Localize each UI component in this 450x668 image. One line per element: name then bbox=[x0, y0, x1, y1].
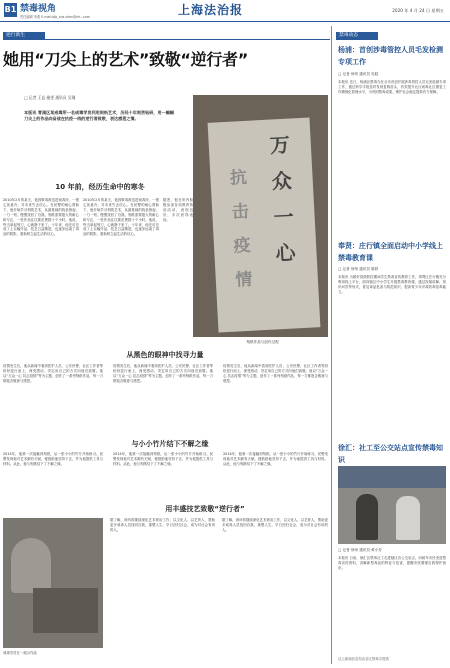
lead-credit: □ 记者 王益 施雯 通讯员 吴瑾 bbox=[24, 95, 76, 100]
news1-body: 本报讯 近日，杨浦区禁毒办在全市首创开展涉毒管控人员毛发检测专项工作，通过科学手段及时发现复吸苗头，有效提升社区戒毒社区康复工作精细化管理水平，为巩固禁毒成果、维护社会稳定提供有力保障。 bbox=[338, 80, 446, 94]
footer-note: 以上新闻信息均由各区禁毒办提供 bbox=[338, 657, 389, 661]
student-photo bbox=[3, 518, 103, 648]
body3-col-1: 2014年，他第一次接触到刻纸，从一张小小的竹片开始练习。民警发现他对艺术颇有天赋，便鼓励他坚持下去，并为他提供工具与材料。从此，他与刻纸结下了不解之缘。 bbox=[3, 452, 103, 466]
student-photo-caption: 戒毒学员在一展示作品 bbox=[3, 651, 37, 655]
subhead-ten-years: 10 年前，经历生命中的寒冬 bbox=[55, 183, 145, 191]
section-tag bbox=[3, 32, 45, 40]
body-col-2: 2010年2月的某天，他因吸毒被送进戒毒所，一度心灰意冷，对未来失去信心。在民警的耐心帮助下，他开始学习刻纸艺术，从最基础的线条练起，一刀一刻，慢慢找回了自我。刻纸需要极大的耐心和专注，一张作品往往要花费数十个小时。他说，每当拿起刻刀，心就静下来了。十年来，他先后完成了上百幅作品，技艺日益精进，也逐步远离了毒品的阴影，重新树立起生活的信心。 bbox=[83, 198, 159, 237]
subhead-tribute: 用丰盛技艺致敬“逆行者” bbox=[165, 505, 245, 513]
body2-col-1: 疫情发生后，他从新闻中看到医护人员、公安民警、社区工作者等纷纷逆行而上，深受感动，决定用自己的方式向他们致敬。他以“万众一心 抗击疫情”等为主题，创作了一系列刻纸作品，每一刀都饱含敬意与感恩。 bbox=[3, 364, 103, 383]
masthead: 上海法治报 bbox=[178, 3, 244, 17]
news2-body: 本报讯 为做好疫情防控期间学生禁毒宣传教育工作，奉贤区庄行镇充分利用线上平台，面向辖区中小学生开展禁毒教育课，通过视频讲解、知识问答等形式，普及毒品危害与防范知识，提高青少年识毒防毒拒毒能力。 bbox=[338, 275, 446, 294]
column-divider bbox=[331, 26, 332, 664]
page-number: B1 bbox=[4, 5, 17, 14]
body3-col-3: 2014年，他第一次接触到刻纸，从一张小小的竹片开始练习。民警发现他对艺术颇有天赋，便鼓励他坚持下去，并为他提供工具与材料。从此，他与刻纸结下了不解之缘。 bbox=[223, 452, 328, 466]
news3-credit: □ 记者 徐荣 通讯员 黄小芳 bbox=[338, 548, 382, 552]
news3-photo bbox=[338, 466, 446, 544]
main-headline: 她用“刀尖上的艺术”致敬“逆行者” bbox=[3, 50, 248, 69]
news1-credit: □ 记者 徐荣 通讯员 吴皓 bbox=[338, 72, 379, 76]
subhead-bamboo: 与小小竹片结下不解之缘 bbox=[131, 440, 209, 448]
feature-photo bbox=[193, 95, 328, 337]
news3-title: 徐汇：社工至公交站点宣传禁毒知识 bbox=[338, 444, 443, 464]
page-number-badge bbox=[4, 3, 17, 17]
lead-paragraph: 本版讯 青浦区某戒毒所一名戒毒学员利用刻纸艺术，历经十年刻苦钻研，用一幅幅刀尖上的作品向奋战在抗疫一线的逆行者致敬，表达感恩之情。 bbox=[24, 110, 174, 122]
body4-col-1: 据了解，该所将继续深化艺术矫治工作，以文化人、以艺育人，帮助更多戒毒人员找回自我、重塑人生，早日回归社会，成为对社会有用的人。 bbox=[110, 518, 215, 532]
section-tag-rule bbox=[45, 39, 330, 40]
body-col-3: 据悉，他在所内积极参加各项教育矫治活动，表现良好，多次获得表扬。 bbox=[163, 198, 193, 222]
issue-date: 2020 年 4 月 24 日 星期五 bbox=[392, 8, 444, 13]
paper-cut-text-right: 万 众 一 心 bbox=[269, 132, 297, 266]
body2-col-3: 疫情发生后，他从新闻中看到医护人员、公安民警、社区工作者等纷纷逆行而上，深受感动，决定用自己的方式向他们致敬。他以“万众一心 抗击疫情”等为主题，创作了一系列刻纸作品，每一刀都饱含敬意与感恩。 bbox=[223, 364, 328, 383]
editor-line: 责任编辑 李燕 E-mail:bjb_xhs.shen@zfr...com bbox=[20, 15, 90, 19]
photo-caption: 刻纸作品与创作过程 bbox=[246, 340, 279, 344]
page-header bbox=[0, 0, 450, 22]
section-name: 禁毒视角 bbox=[20, 4, 57, 14]
subhead-black-eyes: 从黑色的眼神中找寻力量 bbox=[126, 351, 204, 359]
body-col-1: 2010年2月的某天，他因吸毒被送进戒毒所，一度心灰意冷，对未来失去信心。在民警的耐心帮助下，他开始学习刻纸艺术，从最基础的线条练起，一刀一刻，慢慢找回了自我。刻纸需要极大的耐心和专注，一张作品往往要花费数十个小时。他说，每当拿起刻刀，心就静下来了。十年来，他先后完成了上百幅作品，技艺日益精进，也逐步远离了毒品的阴影，重新树立起生活的信心。 bbox=[3, 198, 79, 237]
body2-col-2: 疫情发生后，他从新闻中看到医护人员、公安民警、社区工作者等纷纷逆行而上，深受感动，决定用自己的方式向他们致敬。他以“万众一心 抗击疫情”等为主题，创作了一系列刻纸作品，每一刀都饱含敬意与感恩。 bbox=[113, 364, 213, 383]
news3-body: 本报讯 日前，徐汇区禁毒社工走进辖区各公交站点，向候车市民发放禁毒宣传资料，讲解新型毒品的特征与危害，提醒市民增强自我保护意识。 bbox=[338, 556, 446, 570]
body3-col-2: 2014年，他第一次接触到刻纸，从一张小小的竹片开始练习。民警发现他对艺术颇有天赋，便鼓励他坚持下去，并为他提供工具与材料。从此，他与刻纸结下了不解之缘。 bbox=[113, 452, 213, 466]
news2-title: 奉贤：庄行镇全面启动中小学线上禁毒教育课 bbox=[338, 242, 443, 262]
news-tag bbox=[336, 32, 378, 40]
section-tag-label: 逆行新生 bbox=[6, 33, 26, 38]
news-tag-label: 禁毒动态 bbox=[339, 33, 359, 38]
news1-title: 杨浦：首创涉毒管控人员毛发检测专项工作 bbox=[338, 46, 443, 66]
paper-cut-panel bbox=[208, 117, 321, 332]
paper-cut-text-left: 抗 击 疫 情 bbox=[229, 167, 253, 291]
news2-credit: □ 记者 徐荣 通讯员 陈婷 bbox=[338, 267, 379, 271]
body4-col-2: 据了解，该所将继续深化艺术矫治工作，以文化人、以艺育人，帮助更多戒毒人员找回自我、重塑人生，早日回归社会，成为对社会有用的人。 bbox=[222, 518, 328, 532]
